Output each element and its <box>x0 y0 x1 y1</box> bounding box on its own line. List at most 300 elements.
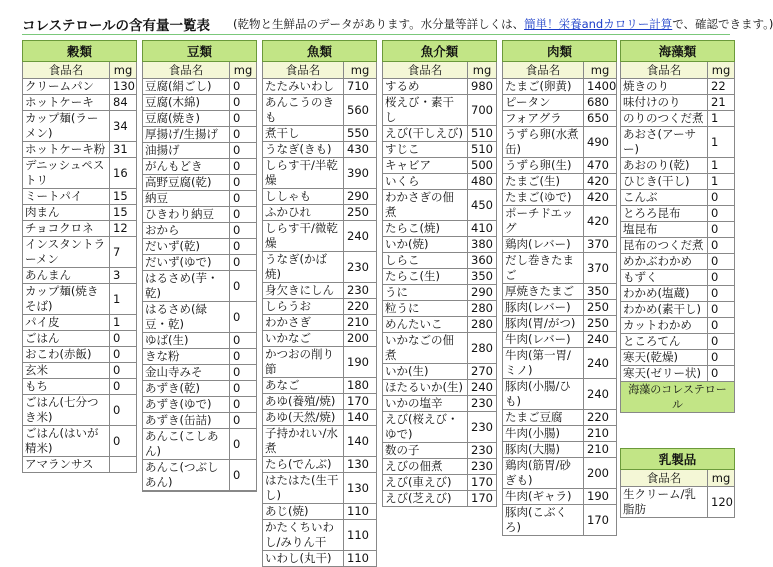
table-row <box>503 284 617 300</box>
cholesterol-mg: 390 <box>344 158 377 189</box>
food-name: だいず(乾) <box>143 239 230 255</box>
food-name: 豆腐(焼き) <box>143 111 230 127</box>
food-name: 金山寺みそ <box>143 365 230 381</box>
cholesterol-mg: 290 <box>344 189 377 205</box>
category-header <box>143 41 257 62</box>
table-row <box>143 255 257 271</box>
food-name: 豆腐(絹ごし) <box>143 79 230 95</box>
food-name: がんもどき <box>143 159 230 175</box>
food-name: ホットケーキ粉 <box>23 142 110 158</box>
table-row <box>263 504 377 520</box>
food-name: 豚肉(こぶくろ) <box>503 505 584 536</box>
table-row <box>23 284 137 315</box>
table-row <box>143 302 257 333</box>
table-row <box>23 237 137 268</box>
cholesterol-mg: 15 <box>110 189 137 205</box>
cholesterol-mg: 200 <box>344 331 377 347</box>
table-row <box>503 95 617 111</box>
table-row <box>143 460 257 491</box>
cholesterol-mg: 22 <box>708 79 735 95</box>
cholesterol-mg: 350 <box>584 284 617 300</box>
table-row <box>503 206 617 237</box>
category-table-3 <box>382 40 496 507</box>
food-name: わかめ(素干し) <box>621 302 708 318</box>
food-name: キャビア <box>383 158 468 174</box>
table-row <box>23 189 137 205</box>
food-name: 身欠きにしん <box>263 283 344 299</box>
cholesterol-mg: 0 <box>708 270 735 286</box>
table-row <box>23 221 137 237</box>
table-row <box>23 457 137 473</box>
food-name: 牛肉(レバー) <box>503 332 584 348</box>
table-row <box>383 396 497 412</box>
table-row <box>621 350 735 366</box>
table-row <box>503 489 617 505</box>
food-name: とろろ昆布 <box>621 206 708 222</box>
food-name: アマランサス <box>23 457 110 473</box>
food-name: 納豆 <box>143 191 230 207</box>
cholesterol-mg: 170 <box>344 394 377 410</box>
header-mg: mg <box>708 62 735 79</box>
food-name: 昆布のつくだ煮 <box>621 238 708 254</box>
food-name: ゆば(生) <box>143 333 230 349</box>
cholesterol-mg: 0 <box>708 190 735 206</box>
cholesterol-mg: 410 <box>468 221 497 237</box>
cholesterol-mg: 210 <box>344 315 377 331</box>
table-row <box>263 189 377 205</box>
cholesterol-mg: 210 <box>584 442 617 458</box>
table-row <box>143 239 257 255</box>
table-row <box>263 551 377 567</box>
table-row <box>143 95 257 111</box>
cholesterol-mg: 0 <box>230 175 257 191</box>
column-header <box>621 62 735 79</box>
food-name: 煮干し <box>263 126 344 142</box>
food-name: 豚肉(レバー) <box>503 300 584 316</box>
cholesterol-mg: 0 <box>110 363 137 379</box>
cholesterol-mg: 1 <box>110 315 137 331</box>
table-row <box>263 142 377 158</box>
food-name: 寒天(ゼリー状) <box>621 366 708 382</box>
cholesterol-mg: 0 <box>230 207 257 223</box>
food-name: おこわ(赤飯) <box>23 347 110 363</box>
food-name: しらす干/半乾燥 <box>263 158 344 189</box>
cholesterol-mg: 370 <box>584 237 617 253</box>
title-divider <box>22 34 730 35</box>
header-mg: mg <box>344 62 377 79</box>
table-row <box>503 300 617 316</box>
seaweed-cholesterol-link[interactable]: 海藻のコレステロール <box>621 382 735 413</box>
table-row <box>143 333 257 349</box>
cholesterol-mg: 0 <box>708 302 735 318</box>
table-row <box>503 458 617 489</box>
food-name: 寒天(乾燥) <box>621 350 708 366</box>
cholesterol-mg: 280 <box>468 333 497 364</box>
cholesterol-mg: 1400 <box>584 79 617 95</box>
cholesterol-mg: 240 <box>584 379 617 410</box>
cholesterol-mg: 280 <box>468 301 497 317</box>
cholesterol-mg: 370 <box>584 253 617 284</box>
category-table-6 <box>620 448 734 518</box>
table-row <box>621 270 735 286</box>
food-name: 子持かれい/水煮 <box>263 426 344 457</box>
cholesterol-mg: 0 <box>230 79 257 95</box>
cholesterol-mg: 0 <box>110 347 137 363</box>
food-name: ごはん(七分つき米) <box>23 395 110 426</box>
table-row <box>383 221 497 237</box>
cholesterol-mg: 0 <box>230 302 257 333</box>
cholesterol-mg: 0 <box>230 95 257 111</box>
food-name: きな粉 <box>143 349 230 365</box>
cholesterol-mg: 0 <box>708 318 735 334</box>
table-row <box>143 111 257 127</box>
column-header <box>23 62 137 79</box>
food-name: あずき(ゆで) <box>143 397 230 413</box>
food-name: ほたるいか(生) <box>383 380 468 396</box>
table-row <box>143 175 257 191</box>
food-name: わかさぎの佃煮 <box>383 190 468 221</box>
food-name: めかぶわかめ <box>621 254 708 270</box>
food-name: 厚揚げ/生揚げ <box>143 127 230 143</box>
cholesterol-mg: 130 <box>344 457 377 473</box>
food-name: ひきわり納豆 <box>143 207 230 223</box>
category-header <box>263 41 377 62</box>
cholesterol-mg: 270 <box>468 364 497 380</box>
cholesterol-mg: 0 <box>230 143 257 159</box>
food-name: わかめ(塩蔵) <box>621 286 708 302</box>
header-mg: mg <box>230 62 257 79</box>
food-name: 牛肉(ギャラ) <box>503 489 584 505</box>
food-table <box>502 40 617 536</box>
cholesterol-mg: 230 <box>468 396 497 412</box>
table-row <box>263 126 377 142</box>
food-name: すじこ <box>383 142 468 158</box>
food-name: いかなごの佃煮 <box>383 333 468 364</box>
table-row <box>23 142 137 158</box>
header-mg: mg <box>110 62 137 79</box>
food-name: 豚肉(胃/がつ) <box>503 316 584 332</box>
food-name: デニッシュペストリ <box>23 158 110 189</box>
food-name <box>143 491 230 492</box>
cholesterol-mg: 170 <box>468 475 497 491</box>
category-header <box>621 41 735 62</box>
food-name: あゆ(養殖/焼) <box>263 394 344 410</box>
table-row <box>23 331 137 347</box>
cholesterol-mg: 0 <box>110 379 137 395</box>
category-name: 豆類 <box>143 41 257 62</box>
table-row <box>23 315 137 331</box>
table-row <box>503 426 617 442</box>
table-row <box>23 205 137 221</box>
cholesterol-mg: 130 <box>110 79 137 95</box>
cholesterol-mg: 680 <box>584 95 617 111</box>
cholesterol-mg: 420 <box>584 190 617 206</box>
cholesterol-mg: 0 <box>230 223 257 239</box>
table-row <box>23 111 137 142</box>
food-name: かたくちいわし/みりん干 <box>263 520 344 551</box>
food-name: めんたいこ <box>383 317 468 333</box>
table-row <box>503 237 617 253</box>
food-name: いかの塩辛 <box>383 396 468 412</box>
food-name: だいず(ゆで) <box>143 255 230 271</box>
food-name: 高野豆腐(乾) <box>143 175 230 191</box>
table-row <box>263 520 377 551</box>
cholesterol-mg: 7 <box>110 237 137 268</box>
food-name: 味付けのり <box>621 95 708 111</box>
category-name: 肉類 <box>503 41 617 62</box>
cholesterol-mg: 350 <box>468 269 497 285</box>
column-header <box>621 470 735 487</box>
cholesterol-mg: 0 <box>230 460 257 491</box>
cholesterol-mg: 230 <box>344 283 377 299</box>
food-name: のりのつくだ煮 <box>621 111 708 127</box>
table-row <box>503 174 617 190</box>
category-name: 乳製品 <box>621 449 735 470</box>
cholesterol-mg: 1 <box>708 111 735 127</box>
cholesterol-mg: 170 <box>584 505 617 536</box>
food-name: カップ麺(焼きそば) <box>23 284 110 315</box>
cholesterol-mg: 0 <box>230 349 257 365</box>
food-name: 数の子 <box>383 443 468 459</box>
cholesterol-mg: 0 <box>708 238 735 254</box>
column-header <box>503 62 617 79</box>
food-name: あんこ(つぶしあん) <box>143 460 230 491</box>
food-name: ごはん(はいが精米) <box>23 426 110 457</box>
table-row <box>383 285 497 301</box>
table-row <box>263 315 377 331</box>
table-row <box>383 95 497 126</box>
cholesterol-mg: 470 <box>584 158 617 174</box>
food-name: もずく <box>621 270 708 286</box>
table-row <box>621 286 735 302</box>
food-name: いかなご <box>263 331 344 347</box>
food-name: たらこ(生) <box>383 269 468 285</box>
food-name: はるさめ(芋・乾) <box>143 271 230 302</box>
food-name: たまご豆腐 <box>503 410 584 426</box>
table-row <box>263 283 377 299</box>
cholesterol-mg: 110 <box>344 504 377 520</box>
table-row <box>383 412 497 443</box>
food-name: えび(車えび) <box>383 475 468 491</box>
cholesterol-mg: 1 <box>708 174 735 190</box>
table-row <box>503 253 617 284</box>
table-row <box>143 397 257 413</box>
food-name: えびの佃煮 <box>383 459 468 475</box>
note-after: で、確認できます。) <box>672 17 773 31</box>
cholesterol-mg: 21 <box>708 95 735 111</box>
table-row <box>383 380 497 396</box>
cholesterol-mg: 220 <box>584 410 617 426</box>
cholesterol-mg: 110 <box>344 551 377 567</box>
table-row <box>383 459 497 475</box>
food-name: たまご(生) <box>503 174 584 190</box>
cholesterol-mg: 16 <box>110 158 137 189</box>
cholesterol-mg: 0 <box>230 111 257 127</box>
footer-link-row <box>621 382 735 413</box>
food-name: あんこうのきも <box>263 95 344 126</box>
header-mg: mg <box>468 62 497 79</box>
food-name: うずら卵(水煮缶) <box>503 127 584 158</box>
food-name: あずき(缶詰) <box>143 413 230 429</box>
table-row <box>143 127 257 143</box>
column-header <box>263 62 377 79</box>
food-name: たらこ(焼) <box>383 221 468 237</box>
food-name: 鶏肉(筋胃/砂ぎも) <box>503 458 584 489</box>
cholesterol-mg: 110 <box>344 520 377 551</box>
cholesterol-mg: 230 <box>468 459 497 475</box>
food-name: 肉まん <box>23 205 110 221</box>
cholesterol-mg: 3 <box>110 268 137 284</box>
food-name: しらうお <box>263 299 344 315</box>
cholesterol-mg: 140 <box>344 410 377 426</box>
table-row <box>503 316 617 332</box>
category-name: 海藻類 <box>621 41 735 62</box>
food-name: あんまん <box>23 268 110 284</box>
cholesterol-mg <box>110 457 137 473</box>
food-name: うずら卵(生) <box>503 158 584 174</box>
table-row <box>143 191 257 207</box>
food-name: ごはん <box>23 331 110 347</box>
table-row <box>263 394 377 410</box>
table-row <box>621 127 735 158</box>
food-table <box>142 40 257 492</box>
cholesterol-mg: 420 <box>584 206 617 237</box>
category-table-5 <box>620 40 734 413</box>
cholesterol-mg: 230 <box>468 443 497 459</box>
table-row <box>143 349 257 365</box>
header-food-name: 食品名 <box>621 62 708 79</box>
food-name: いか(焼) <box>383 237 468 253</box>
food-table <box>22 40 137 473</box>
cholesterol-mg: 0 <box>708 286 735 302</box>
food-name: ポーチドエッグ <box>503 206 584 237</box>
food-name: インスタントラーメン <box>23 237 110 268</box>
cholesterol-mg: 140 <box>344 426 377 457</box>
table-row <box>263 221 377 252</box>
food-name: うなぎ(かば焼) <box>263 252 344 283</box>
cholesterol-mg: 420 <box>584 174 617 190</box>
food-table <box>620 40 735 413</box>
cholesterol-mg: 510 <box>468 126 497 142</box>
category-name: 穀類 <box>23 41 137 62</box>
cholesterol-mg: 240 <box>584 348 617 379</box>
food-name: こんぶ <box>621 190 708 206</box>
food-name: しらす干/微乾燥 <box>263 221 344 252</box>
table-row <box>143 365 257 381</box>
table-row <box>383 174 497 190</box>
food-name: もち <box>23 379 110 395</box>
food-name: 豚肉(小腸/ひも) <box>503 379 584 410</box>
food-name: 鶏肉(レバー) <box>503 237 584 253</box>
table-row <box>23 158 137 189</box>
food-name: たたみいわし <box>263 79 344 95</box>
category-table-4 <box>502 40 616 536</box>
food-name: 生クリーム/乳脂肪 <box>621 487 708 518</box>
cholesterol-mg: 360 <box>468 253 497 269</box>
table-row <box>503 442 617 458</box>
table-row <box>503 348 617 379</box>
column-header <box>143 62 257 79</box>
food-name: あずき(乾) <box>143 381 230 397</box>
table-row <box>143 159 257 175</box>
food-name: だし巻きたまご <box>503 253 584 284</box>
cholesterol-mg: 12 <box>110 221 137 237</box>
table-row <box>143 143 257 159</box>
food-name: うに <box>383 285 468 301</box>
food-name: おから <box>143 223 230 239</box>
category-table-2 <box>262 40 376 567</box>
cholesterol-mg: 0 <box>708 222 735 238</box>
note-before: (乾物と生鮮品のデータがあります。水分量等詳しくは、 <box>233 17 525 31</box>
category-header <box>621 449 735 470</box>
table-row <box>621 318 735 334</box>
food-name: 焼きのり <box>621 79 708 95</box>
table-row <box>23 95 137 111</box>
table-row <box>383 79 497 95</box>
category-table-0 <box>22 40 136 473</box>
food-name: 豚肉(大腸) <box>503 442 584 458</box>
table-row <box>383 475 497 491</box>
food-name: ひじき(干し) <box>621 174 708 190</box>
table-row <box>621 487 735 518</box>
cholesterol-mg: 0 <box>110 331 137 347</box>
table-row <box>383 237 497 253</box>
cholesterol-mg: 550 <box>344 126 377 142</box>
cholesterol-mg: 0 <box>230 365 257 381</box>
table-row <box>143 223 257 239</box>
table-row <box>23 79 137 95</box>
table-row <box>263 410 377 426</box>
food-name: クリームパン <box>23 79 110 95</box>
food-name: 厚焼きたまご <box>503 284 584 300</box>
food-name: あおさ(アーサー) <box>621 127 708 158</box>
food-name: あじ(焼) <box>263 504 344 520</box>
table-row <box>263 95 377 126</box>
food-name: いわし(丸干) <box>263 551 344 567</box>
cholesterol-mg: 0 <box>110 426 137 457</box>
table-row <box>383 364 497 380</box>
table-row <box>383 158 497 174</box>
table-row <box>383 269 497 285</box>
cholesterol-mg: 560 <box>344 95 377 126</box>
food-name: ところてん <box>621 334 708 350</box>
food-name: しらこ <box>383 253 468 269</box>
food-name: 玄米 <box>23 363 110 379</box>
cholesterol-mg: 84 <box>110 95 137 111</box>
cholesterol-mg: 290 <box>468 285 497 301</box>
cholesterol-mg: 170 <box>468 491 497 507</box>
table-row <box>621 158 735 174</box>
cholesterol-mg: 34 <box>110 111 137 142</box>
food-table <box>262 40 377 567</box>
food-name: 桜えび・素干し <box>383 95 468 126</box>
cholesterol-mg: 200 <box>584 458 617 489</box>
table-row <box>23 363 137 379</box>
food-name: かつおの削り節 <box>263 347 344 378</box>
cholesterol-mg: 490 <box>584 127 617 158</box>
cholesterol-mg: 0 <box>708 206 735 222</box>
food-name: えび(桜えび・ゆで) <box>383 412 468 443</box>
page-note <box>233 16 773 32</box>
table-row <box>23 426 137 457</box>
column-header <box>383 62 497 79</box>
header-food-name: 食品名 <box>383 62 468 79</box>
food-name: わかさぎ <box>263 315 344 331</box>
cholesterol-mg <box>230 491 257 492</box>
food-name: ホットケーキ <box>23 95 110 111</box>
cholesterol-mg: 0 <box>230 413 257 429</box>
nutrition-calculator-link[interactable]: 簡単！栄養andカロリー計算 <box>524 17 673 31</box>
